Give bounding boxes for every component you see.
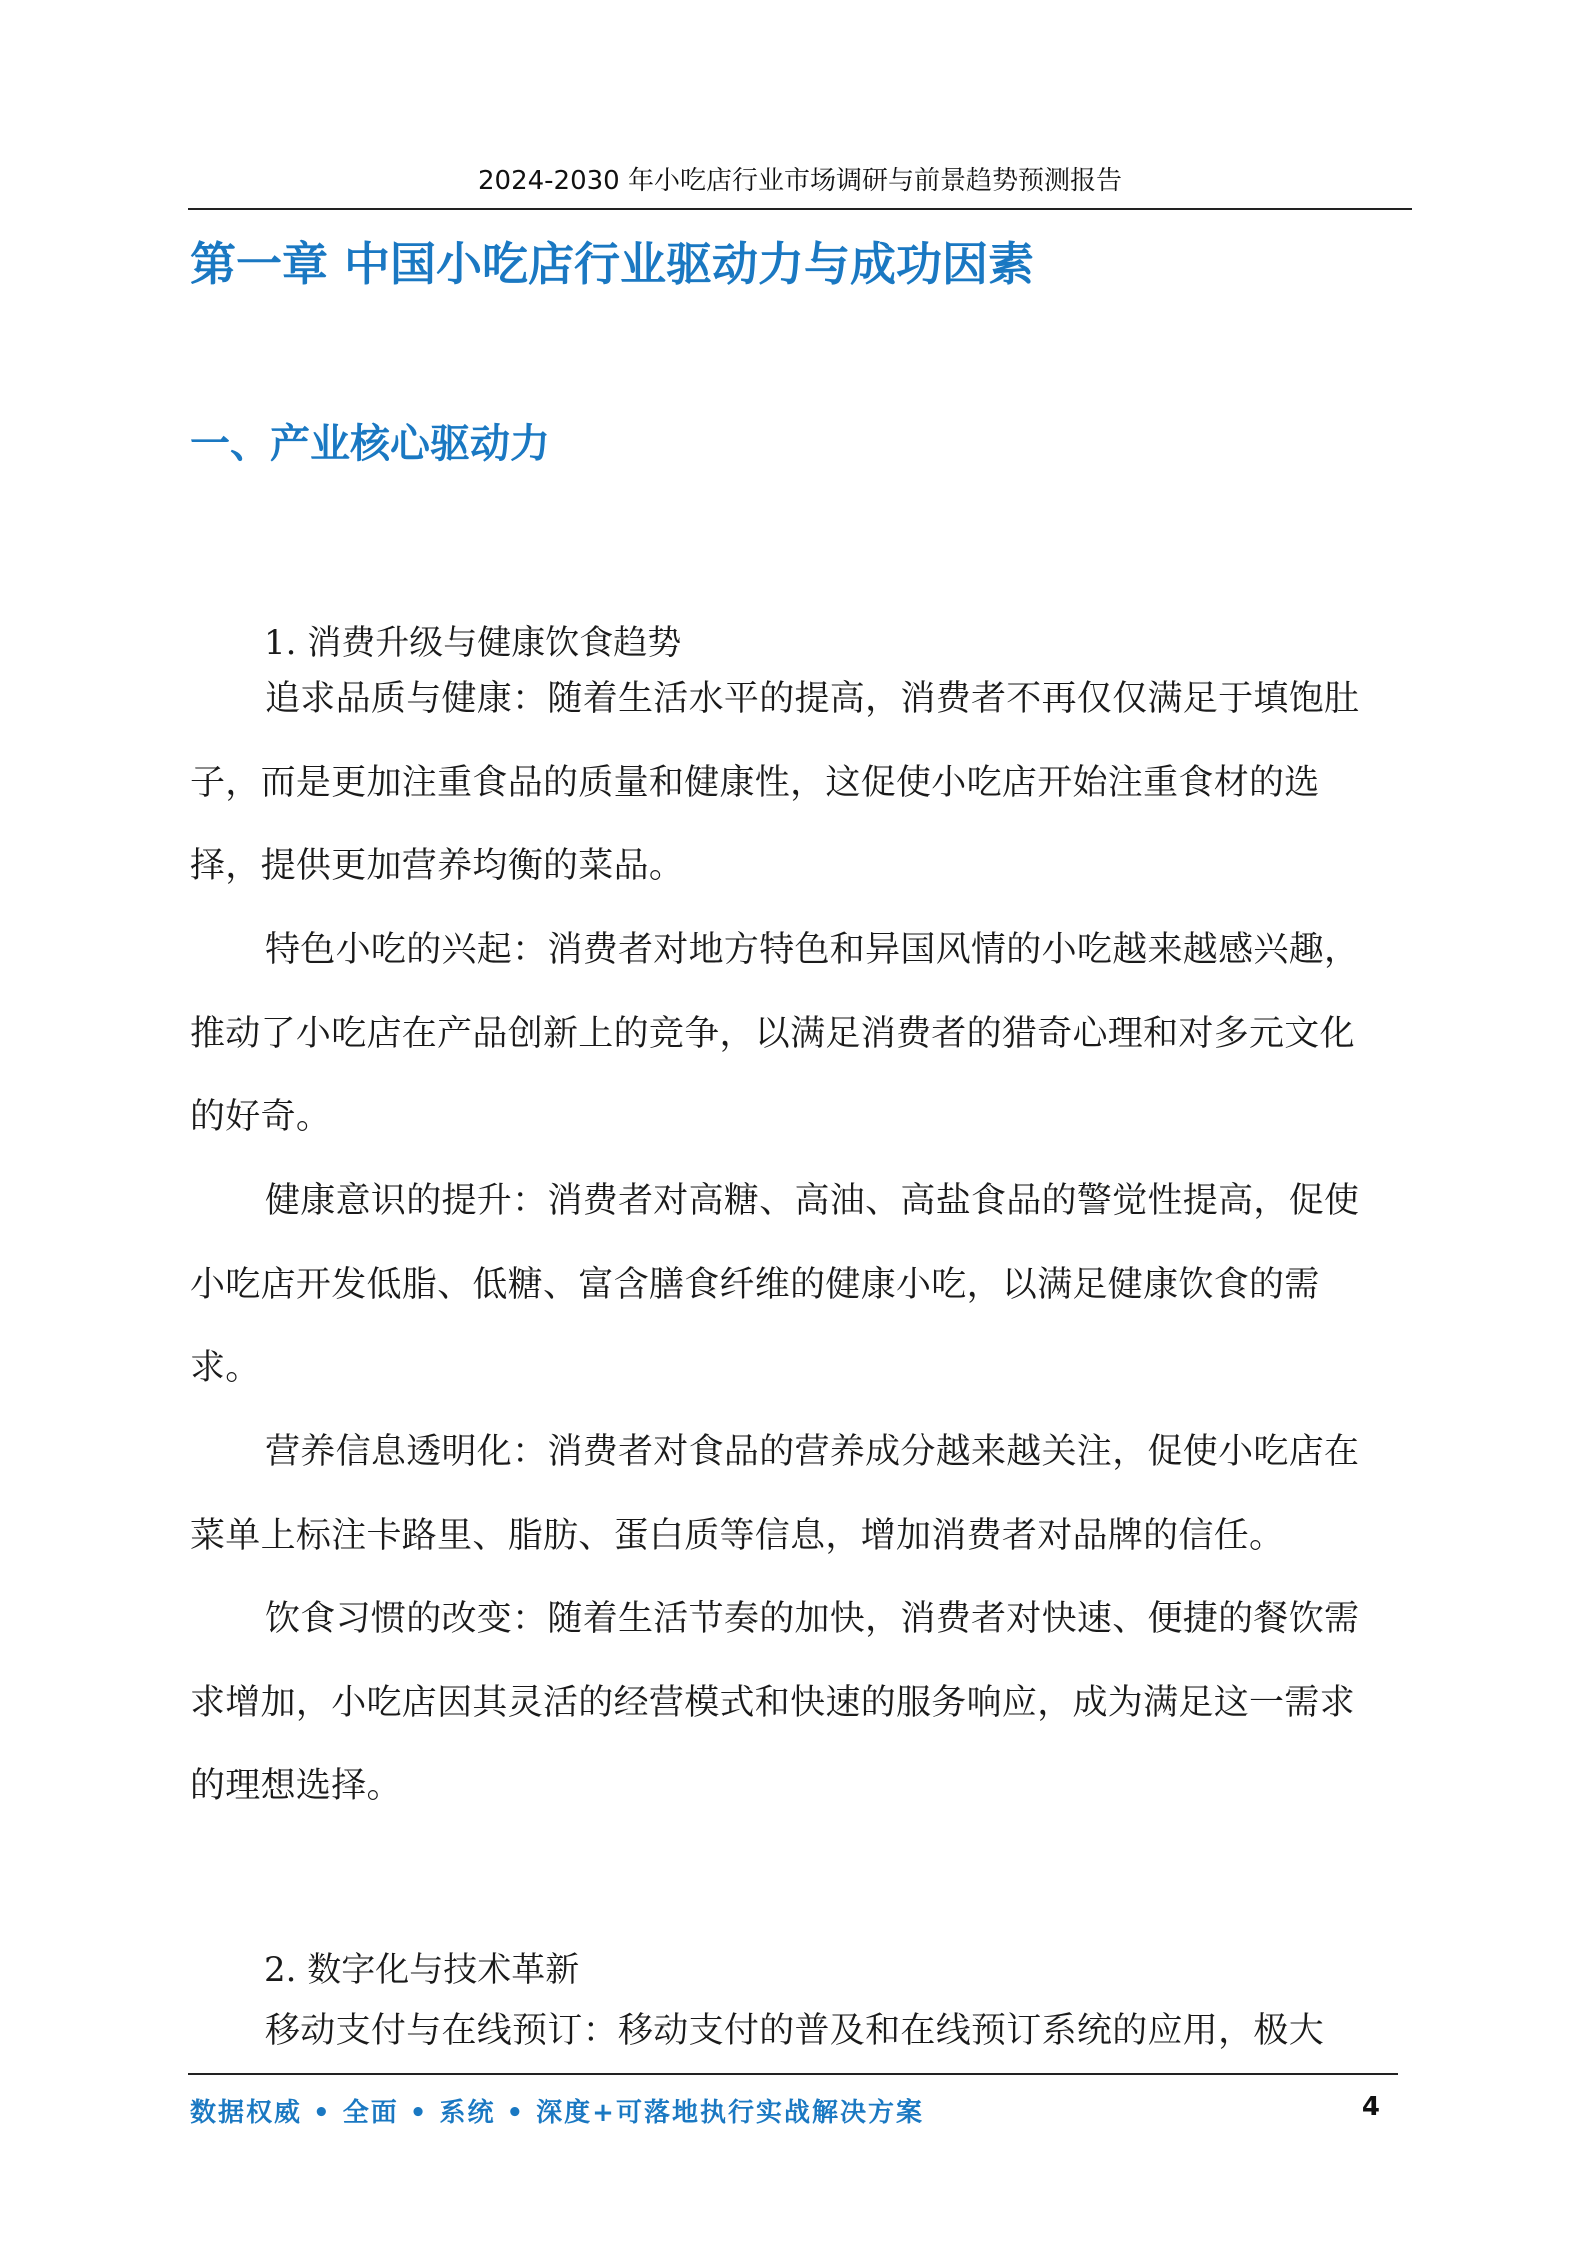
- paragraph: 移动支付与在线预订：移动支付的普及和在线预订系统的应用，极大: [265, 2011, 1325, 2051]
- paragraph: 健康意识的提升：消费者对高糖、高油、高盐食品的警觉性提高，促使小吃店开发低脂、低糖、富含膳食纤维的健康小吃，以满足健康饮食的需求。: [190, 1181, 1360, 1388]
- page-number: 4: [1361, 2092, 1380, 2122]
- paragraph: 营养信息透明化：消费者对食品的营养成分越来越关注，促使小吃店在菜单上标注卡路里、脂肪、蛋白质等信息，增加消费者对品牌的信任。: [190, 1432, 1360, 1556]
- header-divider: [188, 208, 1412, 210]
- subsection-heading: 2. 数字化与技术革新: [264, 1950, 580, 1990]
- running-header-title: 2024-2030 年小吃店行业市场调研与前景趋势预测报告: [478, 166, 1122, 196]
- paragraph: 追求品质与健康：随着生活水平的提高，消费者不再仅仅满足于填饱肚子，而是更加注重食品的质量和健康性，这促使小吃店开始注重食材的选择，提供更加营养均衡的菜品。: [190, 679, 1360, 886]
- chapter-title: 第一章 中国小吃店行业驱动力与成功因素: [190, 237, 1035, 291]
- footer-slogan: 数据权威 • 全面 • 系统 • 深度+可落地执行实战解决方案: [190, 2098, 924, 2128]
- paragraph: 饮食习惯的改变：随着生活节奏的加快，消费者对快速、便捷的餐饮需求增加，小吃店因其灵活的经营模式和快速的服务响应，成为满足这一需求的理想选择。: [190, 1599, 1360, 1806]
- paragraph: 特色小吃的兴起：消费者对地方特色和异国风情的小吃越来越感兴趣，推动了小吃店在产品创新上的竞争，以满足消费者的猎奇心理和对多元文化的好奇。: [190, 930, 1360, 1137]
- subsection-heading: 1. 消费升级与健康饮食趋势: [264, 623, 682, 663]
- footer-divider: [188, 2073, 1398, 2075]
- section-title: 一、产业核心驱动力: [190, 421, 550, 467]
